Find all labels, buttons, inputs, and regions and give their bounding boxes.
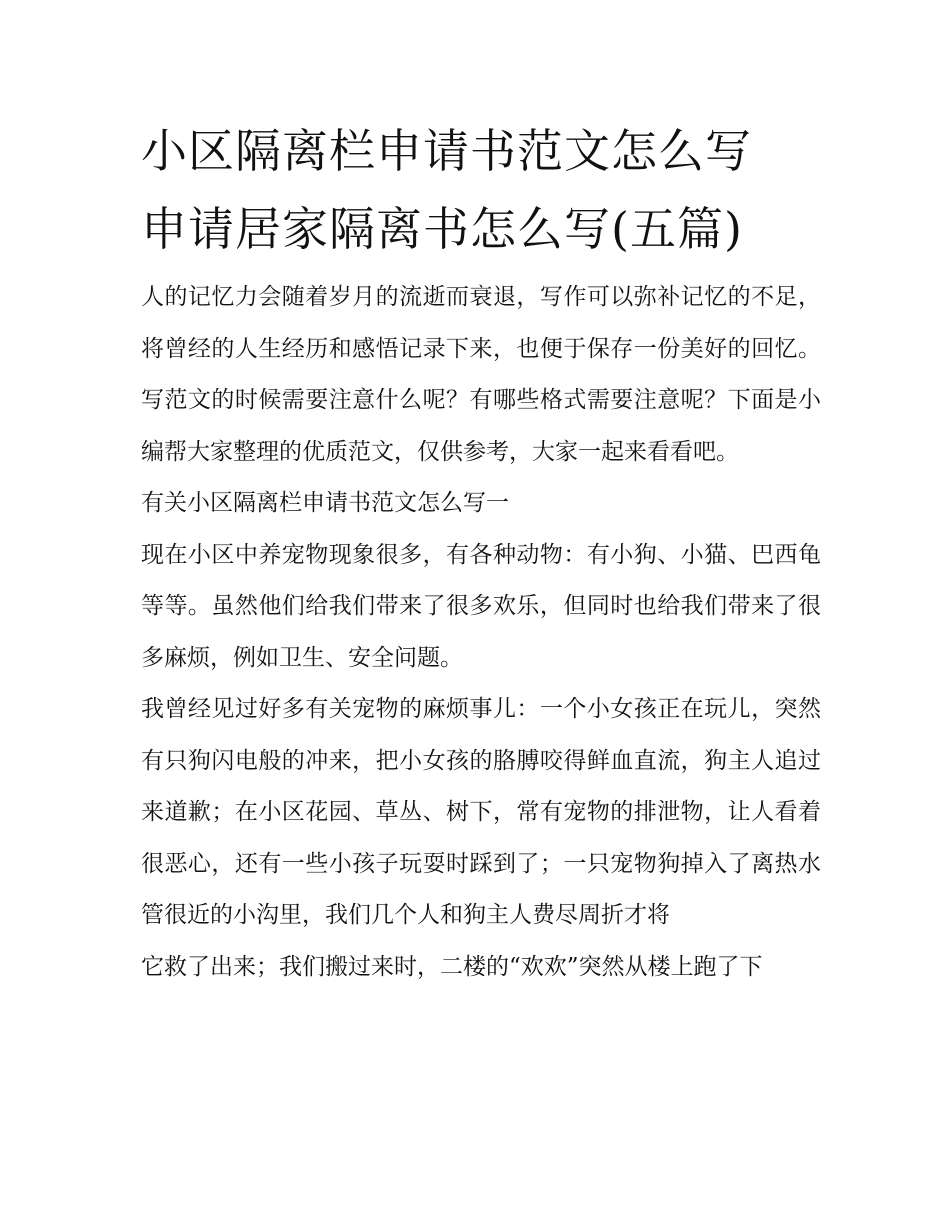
document-title: [141, 112, 841, 268]
intro-paragraph: 人的记忆力会随着岁月的流逝而衰退，写作可以弥补记忆的不足，将曾经的人生经历和感悟记录下来，也便于保存一份美好的回忆。写范文的时候需要注意什么呢？有哪些格式需要注意呢？下面是小编帮大家整理的优质范文，仅供参考，大家一起来看看吧。: [141, 284, 821, 465]
body-paragraph: 现在小区中养宠物现象很多，有各种动物：有小狗、小猫、巴西龟等等。虽然他们给我们带来了很多欢乐，但同时也给我们带来了很多麻烦，例如卫生、安全问题。: [141, 541, 821, 671]
section-heading: 有关小区隔离栏申请书范文怎么写一: [141, 490, 509, 516]
continued-line-text: 它救了出来；我们搬过来时，二楼的“欢欢”突然从楼上跑了下: [141, 953, 763, 980]
title-line-2: 申请居家隔离书怎么写(五篇): [141, 202, 743, 256]
document-body: [141, 272, 821, 993]
body-paragraph: 我曾经见过好多有关宠物的麻烦事儿：一个小女孩正在玩儿，突然有只狗闪电般的冲来，把小女孩的胳膊咬得鲜血直流，狗主人追过来道歉；在小区花园、草丛、树下，常有宠物的排泄物，让人看着很恶心，还有一些小孩子玩耍时踩到了；一只宠物狗掉入了离热水管很近的小沟里，我们几个人和狗主人费尽周折才将: [141, 696, 821, 928]
continued-line: [141, 942, 821, 994]
title-line-1: 小区隔离栏申请书范文怎么写: [141, 124, 752, 178]
